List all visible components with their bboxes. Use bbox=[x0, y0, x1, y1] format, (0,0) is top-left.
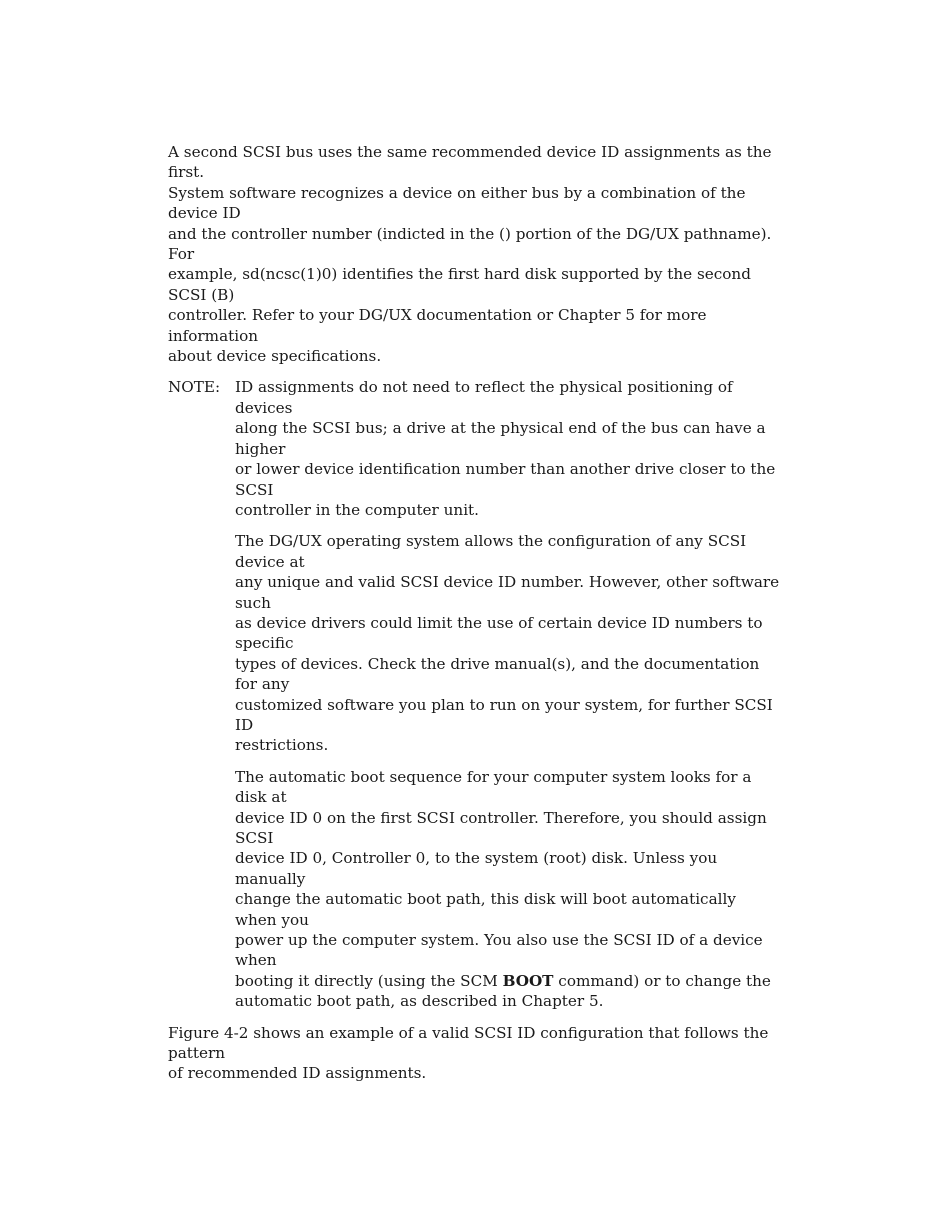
note-label: NOTE: bbox=[168, 378, 221, 397]
document-body bbox=[168, 142, 780, 1084]
intro-paragraph: A second SCSI bus uses the same recommended device ID assignments as the first. System software recognizes a device on either bus by a combination of the device ID and the controller number (indicted in the () portion of the DG/UX pathname). For example, sd(ncsc(1)0) identifies the first hard disk supported by the second SCSI (B) controller. Refer to your DG/UX documentation or Chapter 5 for more information about device specifications. bbox=[168, 143, 772, 366]
note-block bbox=[168, 377, 780, 1011]
figure-reference-paragraph: Figure 4-2 shows an example of a valid SCSI ID configuration that follows the pattern of recommended ID assignments. bbox=[168, 1023, 769, 1083]
boot-command: BOOT bbox=[502, 971, 554, 990]
note-paragraph-3 bbox=[235, 767, 780, 1012]
note-paragraph-3-start: The automatic boot sequence for your computer system looks for a disk at device ID 0 on the first SCSI controller. Therefore, you should assign SCSI device ID 0, Controller 0, to the system (root) disk. Unless you manually change the automatic boot path, this disk will boot automatically when you power up the computer system. You also use the SCSI ID of a device when booting it directly (using the SCM bbox=[235, 767, 767, 990]
note-paragraph-1: ID assignments do not need to reflect the physical positioning of devices along the SCSI bus; a drive at the physical end of the bus can have a higher or lower device identification number than another drive closer to the SCSI controller in the computer unit. bbox=[235, 378, 776, 519]
note-paragraph-2: The DG/UX operating system allows the configuration of any SCSI device at any unique and valid SCSI device ID number. However, other software such as device drivers could limit the use of certain device ID numbers to specific types of devices. Check the drive manual(s), and the documentation for any customized software you plan to run on your system, for further SCSI ID restrictions. bbox=[235, 532, 780, 755]
note-paragraph-3-end: command) or to change the automatic boot path, as described in Chapter 5. bbox=[235, 971, 771, 1011]
